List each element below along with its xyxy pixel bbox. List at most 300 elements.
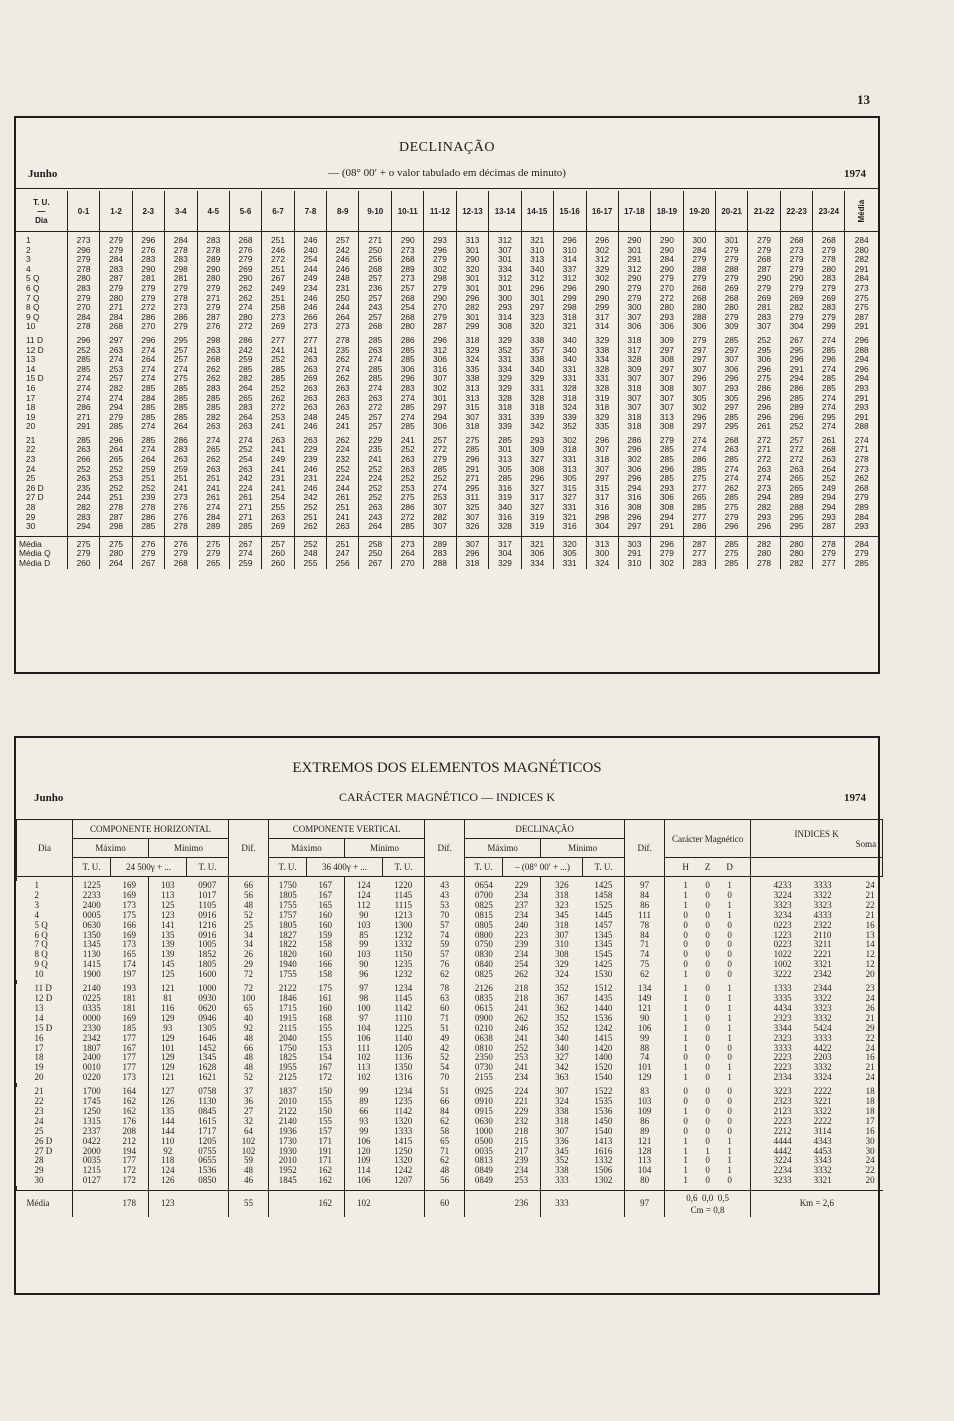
h-code-cell: 1: [683, 984, 688, 994]
value-cell: 317: [586, 493, 618, 503]
value-cell: 297: [651, 365, 684, 375]
d-max-value-cell: 215: [514, 1136, 529, 1146]
d-code-cell: 0: [727, 970, 732, 980]
k-index-first-cell: 2223: [773, 1053, 792, 1063]
v-dif-cell: 84: [425, 1107, 465, 1117]
value-cell: 263: [294, 365, 326, 375]
v-max-value-cell: 175: [318, 984, 333, 994]
k-sum-cell: 29: [865, 1023, 875, 1033]
d-min-time-cell: 1616: [594, 1146, 613, 1156]
h-min-value-cell: 127: [149, 1087, 187, 1097]
day-cell: 26 D: [34, 1136, 53, 1146]
v-min-time-cell: 1142: [394, 1106, 413, 1116]
hour-header: 5-6: [229, 191, 261, 232]
value-cell: 274: [813, 394, 845, 404]
spacer-cell: [665, 970, 675, 980]
table-row: [17, 984, 883, 994]
value-cell: 316: [489, 513, 521, 523]
v-min-time-cell: 1207: [394, 1176, 413, 1186]
value-cell: 295: [715, 422, 747, 432]
k-index-first-cell: 0223: [773, 940, 792, 950]
value-cell: 263: [392, 465, 424, 475]
v-max-time-cell: 2122: [269, 984, 307, 994]
v-min-time-cell: 1220: [394, 881, 413, 890]
table-row: [16, 246, 878, 256]
spacer-cell: [665, 1117, 675, 1127]
value-cell: 294: [651, 513, 684, 523]
mean-cell: 273: [845, 284, 878, 294]
value-cell: 249: [262, 284, 295, 294]
value-cell: 269: [715, 284, 747, 294]
day-cell: 20: [34, 1073, 44, 1083]
value-cell: 253: [392, 484, 424, 494]
h-max-value-cell: 181: [122, 993, 136, 1003]
table-row: [16, 303, 878, 313]
value-cell: 284: [67, 313, 100, 323]
v-max-time-cell: 1837: [269, 1087, 307, 1097]
d-dif-cell: 121: [625, 1004, 665, 1014]
value-cell: 241: [164, 484, 197, 494]
table-row: [16, 374, 878, 384]
value-cell: 265: [683, 493, 715, 503]
d-code-cell: 1: [727, 1073, 732, 1083]
value-cell: 328: [618, 355, 650, 365]
h-dif-cell: 59: [229, 1156, 269, 1166]
h-code-cell: 0: [683, 940, 688, 950]
day-cell: 9 Q: [26, 312, 40, 322]
day-cell: 5 Q: [34, 920, 48, 930]
value-cell: 274: [813, 422, 845, 432]
value-cell: 302: [586, 246, 618, 256]
v-max-value-cell: 167: [318, 1063, 333, 1073]
d-min-time-cell: 1530: [594, 970, 613, 980]
value-cell: 263: [100, 346, 132, 356]
h-max-time-cell: 0335: [73, 1004, 111, 1014]
value-cell: 279: [100, 236, 132, 246]
value-cell: 271: [229, 503, 261, 513]
v-min-time-cell: 1250: [394, 1146, 413, 1156]
value-cell: 307: [748, 322, 781, 332]
value-cell: 272: [359, 403, 392, 413]
value-cell: 235: [327, 346, 359, 356]
value-cell: 331: [553, 455, 586, 465]
value-cell: 327: [521, 484, 553, 494]
d-dif-cell: 78: [625, 921, 665, 931]
value-cell: 283: [132, 255, 164, 265]
value-cell: 268: [392, 313, 424, 323]
v-max-value-cell: 160: [318, 1003, 333, 1013]
d-min-time-cell: 1242: [594, 1023, 613, 1033]
k-sum-cell: 23: [865, 984, 875, 994]
value-cell: 321: [553, 322, 586, 332]
h-max-value-cell: 167: [122, 1043, 136, 1053]
value-cell: 276: [164, 513, 197, 523]
value-cell: 312: [521, 274, 553, 284]
value-cell: 283: [164, 255, 197, 265]
day-cell: 14: [26, 364, 36, 374]
d-min-value-cell: 308: [541, 950, 583, 960]
day-cell: 28: [34, 1156, 44, 1166]
hour-header: 13-14: [489, 191, 521, 232]
k-index-first-cell: 3323: [773, 900, 792, 910]
mean-value-cell: 288: [424, 559, 456, 569]
value-cell: 263: [229, 465, 261, 475]
value-cell: 274: [229, 436, 261, 446]
extremes-section: [14, 736, 880, 1295]
value-cell: 289: [197, 255, 229, 265]
h-max-time-cell: 1745: [73, 1097, 111, 1107]
mean-cell: 287: [845, 313, 878, 323]
k-index-second-cell: 2203: [813, 1053, 832, 1063]
value-cell: 279: [197, 303, 229, 313]
value-cell: 323: [521, 313, 553, 323]
value-cell: 352: [489, 346, 521, 356]
value-cell: 270: [132, 322, 164, 332]
value-cell: 327: [553, 493, 586, 503]
value-cell: 279: [164, 322, 197, 332]
mean-value-cell: 268: [164, 559, 197, 569]
v-min-time-cell: 1242: [394, 1166, 413, 1176]
h-min-value-cell: 139: [149, 950, 187, 960]
mean-value-cell: 317: [489, 536, 521, 549]
d-min-tu: T. U.: [583, 858, 625, 877]
d-code-cell: 1: [727, 1136, 732, 1146]
table-row: [17, 1053, 883, 1063]
d-max-value-cell: 229: [514, 1106, 529, 1116]
value-cell: 285: [359, 374, 392, 384]
mean-value-cell: 279: [813, 549, 845, 559]
value-cell: 274: [132, 422, 164, 432]
v-max-time-cell: 2140: [269, 1117, 307, 1127]
value-cell: 296: [456, 294, 489, 304]
h-max-time-cell: 2337: [73, 1127, 111, 1137]
v-dif-cell: 53: [425, 901, 465, 911]
spacer-cell: [741, 1073, 751, 1083]
h-dif-cell: 29: [229, 960, 269, 970]
k-index-first-cell: 3344: [773, 1023, 792, 1033]
spacer-cell: [751, 940, 763, 950]
v-max-time-cell: 1940: [269, 960, 307, 970]
d-min-time-cell: 1506: [594, 1166, 613, 1176]
h-min-time-cell: 0655: [198, 1156, 217, 1166]
value-cell: 285: [456, 445, 489, 455]
v-max-value-cell: 155: [318, 1116, 333, 1126]
d-code-cell: 1: [727, 1003, 732, 1013]
z-code-cell: 0: [705, 920, 710, 930]
value-cell: 299: [456, 322, 489, 332]
v-min-value-cell: 99: [345, 1127, 383, 1137]
d-max-time-cell: 0700: [465, 891, 503, 901]
value-cell: 312: [586, 255, 618, 265]
mean-cell: 284: [845, 236, 878, 246]
mean-value-cell: 278: [813, 536, 845, 549]
value-cell: 232: [327, 455, 359, 465]
day-cell: 15 D: [26, 374, 44, 384]
spacer-cell: [751, 921, 763, 931]
v-max-value-cell: 168: [318, 1013, 333, 1023]
h-min-time-cell: 1105: [198, 900, 217, 910]
value-cell: 259: [229, 355, 261, 365]
d-dif-cell: 84: [625, 931, 665, 941]
k-index-first-cell: 1333: [773, 984, 792, 994]
value-cell: 307: [456, 413, 489, 423]
value-cell: 296: [132, 336, 164, 346]
value-cell: 290: [424, 294, 456, 304]
spacer-cell: [269, 1191, 307, 1218]
value-cell: 276: [164, 503, 197, 513]
d-min-value-cell: 318: [541, 921, 583, 931]
value-cell: 318: [618, 384, 650, 394]
d-min-time-cell: 1540: [594, 1126, 613, 1136]
k-sum-cell: 24: [865, 1156, 875, 1166]
value-cell: 276: [197, 322, 229, 332]
d-min-time-cell: 1425: [594, 960, 613, 970]
v-max-time-cell: 1846: [269, 994, 307, 1004]
v-dif-cell: 70: [425, 1073, 465, 1083]
value-cell: 319: [521, 513, 553, 523]
table-row: [16, 455, 878, 465]
value-cell: 252: [262, 384, 295, 394]
value-cell: 296: [586, 236, 618, 246]
value-cell: 272: [651, 294, 684, 304]
value-cell: 283: [197, 236, 229, 246]
mean-cell: 275: [845, 294, 878, 304]
v-dif-cell: 62: [425, 970, 465, 980]
value-cell: 318: [553, 445, 586, 455]
v-min-value-cell: 111: [345, 1044, 383, 1054]
value-cell: 286: [164, 313, 197, 323]
value-cell: 296: [748, 365, 781, 375]
value-cell: 253: [100, 365, 132, 375]
spacer-cell: [741, 994, 751, 1004]
value-cell: 313: [456, 394, 489, 404]
v-min-value-cell: 99: [345, 940, 383, 950]
value-cell: 313: [553, 465, 586, 475]
v-min-time-cell: 1333: [394, 1126, 413, 1136]
v-max-value-cell: 154: [318, 1053, 333, 1063]
h-max-header: Máximo: [73, 839, 149, 858]
h-dif-mean: 55: [229, 1191, 269, 1218]
k-index-first-cell: 4434: [773, 1003, 792, 1013]
value-cell: 304: [780, 322, 812, 332]
hour-header: 14-15: [521, 191, 553, 232]
v-max-time-cell: 2040: [269, 1034, 307, 1044]
value-cell: 241: [262, 422, 295, 432]
k-index-second-cell: 3221: [813, 1097, 832, 1107]
v-min-value-cell: 114: [345, 1166, 383, 1176]
value-cell: 264: [359, 522, 392, 532]
d-code-cell: 1: [727, 1023, 732, 1033]
v-max-value-cell: 150: [318, 1106, 333, 1116]
value-cell: 235: [67, 484, 100, 494]
mean-value-cell: 279: [67, 549, 100, 559]
h-max-value-cell: 169: [122, 1013, 136, 1023]
h-dif-cell: 40: [229, 1014, 269, 1024]
h-min-value-cell: 126: [149, 1097, 187, 1107]
value-cell: 244: [327, 484, 359, 494]
h-min-value-cell: 121: [149, 1073, 187, 1083]
h-max-value-cell: 172: [122, 1166, 136, 1176]
value-cell: 235: [359, 445, 392, 455]
table-row: [17, 1034, 883, 1044]
hour-header: 2-3: [132, 191, 164, 232]
value-cell: 318: [456, 422, 489, 432]
value-cell: 251: [262, 294, 295, 304]
d-max-value-cell: 253: [514, 1176, 529, 1186]
h-code-cell: 1: [683, 1146, 688, 1156]
day-cell: 10: [26, 322, 36, 332]
value-cell: 274: [813, 403, 845, 413]
h-max-time-cell: 1345: [73, 940, 111, 950]
k-index-second-cell: 3343: [813, 1156, 832, 1166]
h-min-time-cell: 1345: [198, 1053, 217, 1063]
v-max-time-cell: 1805: [269, 891, 307, 901]
h-max-value-cell: 173: [122, 900, 136, 910]
d-min-value-cell: 318: [541, 891, 583, 901]
h-min-value-cell: 110: [149, 1137, 187, 1147]
k-index-first-cell: 1002: [773, 960, 792, 970]
mean-cell: 262: [845, 474, 878, 484]
value-cell: 269: [262, 322, 295, 332]
value-cell: 301: [618, 246, 650, 256]
value-cell: 274: [132, 374, 164, 384]
mean-cell: 284: [845, 513, 878, 523]
km-value: Km = 2,6: [751, 1191, 883, 1218]
value-cell: 285: [715, 455, 747, 465]
value-cell: 283: [197, 384, 229, 394]
d-code-cell: 0: [727, 1087, 732, 1097]
value-cell: 229: [294, 445, 326, 455]
value-cell: 273: [327, 322, 359, 332]
value-cell: 249: [813, 484, 845, 494]
v-min-value-cell: 106: [345, 1176, 383, 1186]
d-code-cell: 1: [727, 881, 732, 890]
value-cell: 285: [67, 436, 100, 446]
value-cell: 263: [294, 394, 326, 404]
v-max-tu: T. U.: [269, 858, 307, 877]
value-cell: 274: [424, 484, 456, 494]
value-cell: 250: [359, 246, 392, 256]
value-cell: 308: [618, 503, 650, 513]
day-cell: 11 D: [34, 984, 52, 994]
value-cell: 224: [229, 484, 261, 494]
d-dif-cell: 86: [625, 1117, 665, 1127]
mean-value-cell: 285: [715, 559, 747, 569]
value-cell: 240: [294, 246, 326, 256]
v-min-time-cell: 1316: [394, 1073, 413, 1083]
value-cell: 285: [392, 522, 424, 532]
d-dif-cell: 75: [625, 960, 665, 970]
k-sum-cell: 12: [865, 960, 875, 970]
d-code-cell: 1: [727, 984, 732, 994]
value-cell: 262: [262, 394, 295, 404]
v-min-time-cell: 1232: [394, 970, 413, 980]
h-min-value-cell: 144: [149, 1127, 187, 1137]
value-cell: 301: [424, 394, 456, 404]
k-index-second-cell: 3321: [813, 1176, 832, 1186]
d-max-time-cell: 0825: [465, 970, 503, 980]
k-index-first-cell: 1022: [773, 950, 792, 960]
value-cell: 301: [489, 445, 521, 455]
value-cell: 246: [294, 422, 326, 432]
day-cell: 13: [34, 1003, 44, 1013]
h-max-time-cell: 1250: [73, 1107, 111, 1117]
v-min-tu: T. U.: [383, 858, 425, 877]
value-cell: 308: [651, 503, 684, 513]
mean-value-cell: 248: [294, 549, 326, 559]
hour-header: 4-5: [197, 191, 229, 232]
h-min-value-cell: 129: [149, 1063, 187, 1073]
value-cell: 262: [715, 484, 747, 494]
h-max-value-cell: 185: [122, 1023, 136, 1033]
v-max-value-cell: 161: [318, 993, 333, 1003]
value-cell: 316: [424, 365, 456, 375]
h-dif-cell: 27: [229, 1107, 269, 1117]
h-dif-cell: 26: [229, 950, 269, 960]
value-cell: 274: [164, 365, 197, 375]
h-dif-cell: 34: [229, 931, 269, 941]
v-max-value-cell: 172: [318, 1073, 333, 1083]
d-min-time-cell: 1440: [594, 1003, 613, 1013]
h-max-value-cell: 162: [122, 1106, 136, 1116]
value-cell: 296: [813, 355, 845, 365]
d-min-time-cell: 1400: [594, 1053, 613, 1063]
value-cell: 290: [651, 246, 684, 256]
day-cell: 22: [34, 1097, 44, 1107]
mean-value-cell: 282: [748, 536, 781, 549]
spacer-cell: [665, 1014, 675, 1024]
table-row: [17, 1014, 883, 1024]
d-min-value-cell: 326: [541, 881, 583, 891]
k-index-second-cell: 3332: [813, 1063, 832, 1073]
value-cell: 286: [164, 436, 197, 446]
v-min-time-cell: 1115: [394, 900, 412, 910]
value-cell: 258: [262, 303, 295, 313]
mean-cell: 288: [845, 346, 878, 356]
value-cell: 274: [132, 445, 164, 455]
value-cell: 296: [683, 413, 715, 423]
value-cell: 241: [359, 455, 392, 465]
k-sum-cell: 17: [865, 1116, 875, 1126]
k-index-second-cell: 4453: [813, 1146, 832, 1156]
value-cell: 296: [780, 355, 812, 365]
mean-value-cell: 270: [392, 559, 424, 569]
value-cell: 331: [489, 355, 521, 365]
value-cell: 316: [618, 493, 650, 503]
z-code-cell: 0: [705, 1053, 710, 1063]
value-cell: 285: [132, 522, 164, 532]
value-cell: 279: [748, 246, 781, 256]
value-cell: 279: [780, 313, 812, 323]
spacer-cell: [751, 1014, 763, 1024]
v-min-header: Mínimo: [345, 839, 425, 858]
k-index-first-cell: 3224: [773, 890, 792, 900]
value-cell: 246: [294, 294, 326, 304]
value-cell: 252: [748, 336, 781, 346]
cm-value: Cm = 0,8: [690, 1205, 725, 1216]
value-cell: 275: [392, 493, 424, 503]
hour-header: 3-4: [164, 191, 197, 232]
z-code-cell: 0: [705, 1126, 710, 1136]
hour-header: 12-13: [456, 191, 489, 232]
day-cell: 7 Q: [34, 940, 48, 950]
v-min-value-cell: 98: [345, 994, 383, 1004]
value-cell: 246: [294, 484, 326, 494]
spacer-cell: [741, 881, 751, 891]
value-cell: 308: [489, 322, 521, 332]
value-cell: 241: [262, 465, 295, 475]
value-cell: 242: [229, 346, 261, 356]
